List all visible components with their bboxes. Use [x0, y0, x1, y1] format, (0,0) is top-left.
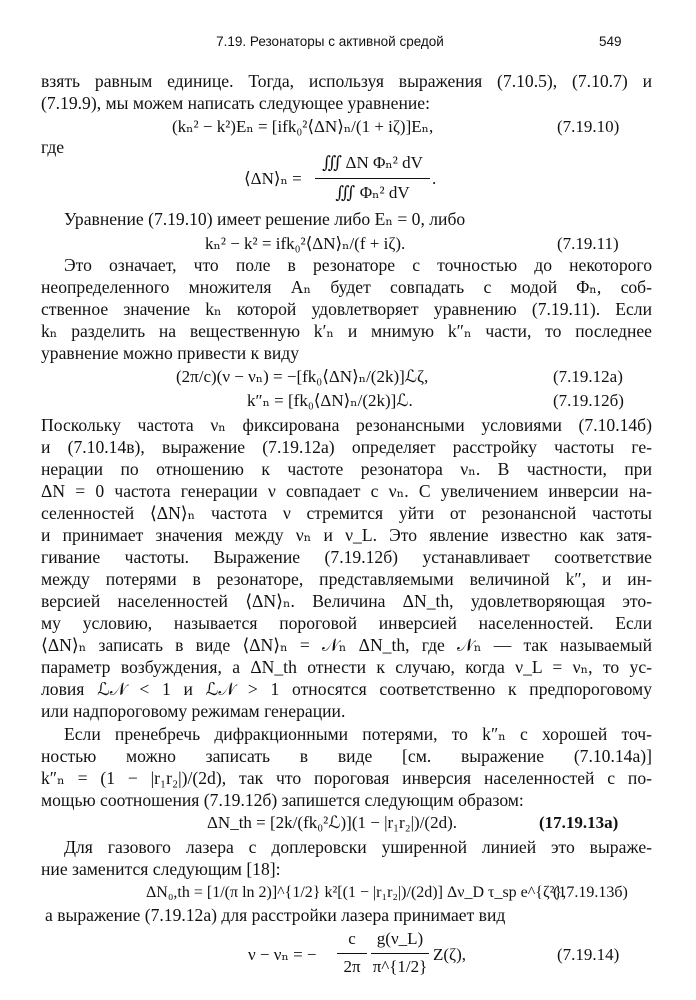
text-line: взять равным единице. Тогда, используя выражения (7.10.5), (7.10.7) и	[41, 71, 652, 91]
text-line: а выражение (7.19.12а) для расстройки лазера принимает вид	[45, 905, 506, 925]
average-tail: .	[432, 169, 437, 188]
text-line: Если пренебречь дифракционными потерями, то k″ₙ с хорошей точ-	[64, 724, 652, 744]
fraction-bar	[371, 953, 429, 954]
fraction-bar	[337, 953, 367, 954]
text-line: гивание частоты. Выражение (7.19.12б) устанавливает соответствие	[41, 547, 652, 567]
page-number: 549	[599, 34, 622, 49]
equation-number: (7.19.12а)	[553, 367, 623, 386]
text-line: или надпороговому режимам генерации.	[41, 701, 346, 721]
equation-number: (7.19.14)	[557, 945, 620, 964]
text-line: k″ₙ = (1 − |r₁r₂|)/(2d), так что пороговая инверсия населенностей с по-	[41, 768, 652, 788]
equation-number: (7.19.12б)	[553, 391, 624, 410]
text-line: мощью соотношения (7.19.12б) запишется следующим образом:	[41, 790, 524, 810]
text-line: версией населенностей ⟨ΔN⟩ₙ. Величина ΔN_th, удовлетворяющая это-	[41, 591, 652, 611]
text-line: (7.19.9), мы можем написать следующее уравнение:	[41, 93, 431, 113]
equation-number: (17.19.13а)	[539, 813, 619, 832]
equation-7-19-13b: ΔN₀,th = [1/(π ln 2)]^{1/2} k²[(1 − |r₁r₂|)/(2d)] Δν_D τ_sp e^{ζ²},	[146, 884, 567, 901]
fraction-numerator: c	[348, 929, 356, 948]
fraction-denominator: 2π	[343, 957, 361, 976]
text-line: Это означает, что поле в резонаторе с точностью до некоторого	[64, 255, 652, 275]
equation-7-19-13a: ΔN_th = [2k/(fk₀²ℒ)](1 − |r₁r₂|)/(2d).	[207, 813, 458, 832]
text-line: Уравнение (7.19.10) имеет решение либо Eₙ = 0, либо	[64, 209, 466, 229]
text-line: ΔN = 0 частота генерации ν совпадает с νₙ. С увеличением инверсии на-	[41, 481, 652, 501]
text-line: между потерями в резонаторе, представляемыми величиной k″, и ин-	[41, 569, 652, 589]
text-line: му условию, называется пороговой инверсией населенностей. Если	[41, 613, 652, 633]
running-header-title: 7.19. Резонаторы с активной средой	[216, 34, 444, 49]
text-line: ственное значение kₙ которой удовлетворяет уравнению (7.19.11). Если	[41, 299, 652, 319]
equation-7-19-12b: k″ₙ = [fk₀⟨ΔN⟩ₙ/(2k)]ℒ.	[247, 391, 413, 410]
equation-7-19-11: kₙ² − k² = ifk₀²⟨ΔN⟩ₙ/(f + iζ).	[205, 234, 406, 253]
equation-number: (7.19.11)	[557, 234, 619, 253]
text-line: уравнение можно привести к виду	[41, 343, 300, 363]
fraction-denominator: π^{1/2}	[372, 957, 428, 976]
fraction-numerator: g(ν_L)	[376, 929, 424, 948]
text-line: нерации по отношению к частоте резонатора νₙ. В частности, при	[41, 459, 652, 479]
text-line: и (7.10.14в), выражение (7.19.12а) определяет расстройку частоты ге-	[41, 437, 652, 457]
equation-number: (17.19.13б)	[553, 884, 628, 901]
text-line: ⟨ΔN⟩ₙ записать в виде ⟨ΔN⟩ₙ = 𝒩ₙ ΔN_th, где 𝒩ₙ — так называемый	[41, 635, 652, 655]
fraction-bar	[315, 178, 430, 179]
average-lhs: ⟨ΔN⟩ₙ =	[244, 169, 302, 188]
equation-7-19-12a: (2π/c)(ν − νₙ) = −[fk₀⟨ΔN⟩ₙ/(2k)]ℒζ,	[176, 367, 429, 386]
equation-7-19-10: (kₙ² − k²)Eₙ = [ifk₀²⟨ΔN⟩ₙ/(1 + iζ)]Eₙ,	[172, 117, 434, 136]
equation-7-19-14-lhs: ν − νₙ = −	[248, 945, 317, 964]
equation-7-19-14-tail: Z(ζ),	[433, 945, 466, 964]
text-line: ловия ℒ𝒩 < 1 и ℒ𝒩 > 1 относятся соответственно к предпороговому	[41, 679, 652, 699]
text-line: неопределенного множителя Aₙ будет совпадать с модой Φₙ, соб-	[41, 277, 652, 297]
fraction-numerator: ∭ ΔN Φₙ² dV	[322, 153, 423, 172]
text-line: Поскольку частота νₙ фиксирована резонансными условиями (7.10.14б)	[41, 415, 652, 435]
fraction-denominator: ∭ Φₙ² dV	[335, 183, 410, 202]
text-line: Для газового лазера с доплеровски уширенной линией это выраже-	[64, 837, 652, 857]
text-line: ние заменится следующим [18]:	[41, 859, 281, 879]
text-line: где	[41, 137, 65, 157]
text-line: kₙ разделить на вещественную k′ₙ и мнимую k″ₙ части, то последнее	[41, 321, 652, 341]
text-line: селенностей ⟨ΔN⟩ₙ частота ν стремится уйти от резонансной частоты	[41, 503, 652, 523]
text-line: ностью можно записать в виде [см. выражение (7.10.14а)]	[41, 746, 652, 766]
equation-number: (7.19.10)	[557, 117, 620, 136]
text-line: и принимает значения между νₙ и ν_L. Это явление известно как затя-	[41, 525, 652, 545]
text-line: параметр возбуждения, а ΔN_th отнести к случаю, когда ν_L = νₙ, то ус-	[41, 657, 652, 677]
